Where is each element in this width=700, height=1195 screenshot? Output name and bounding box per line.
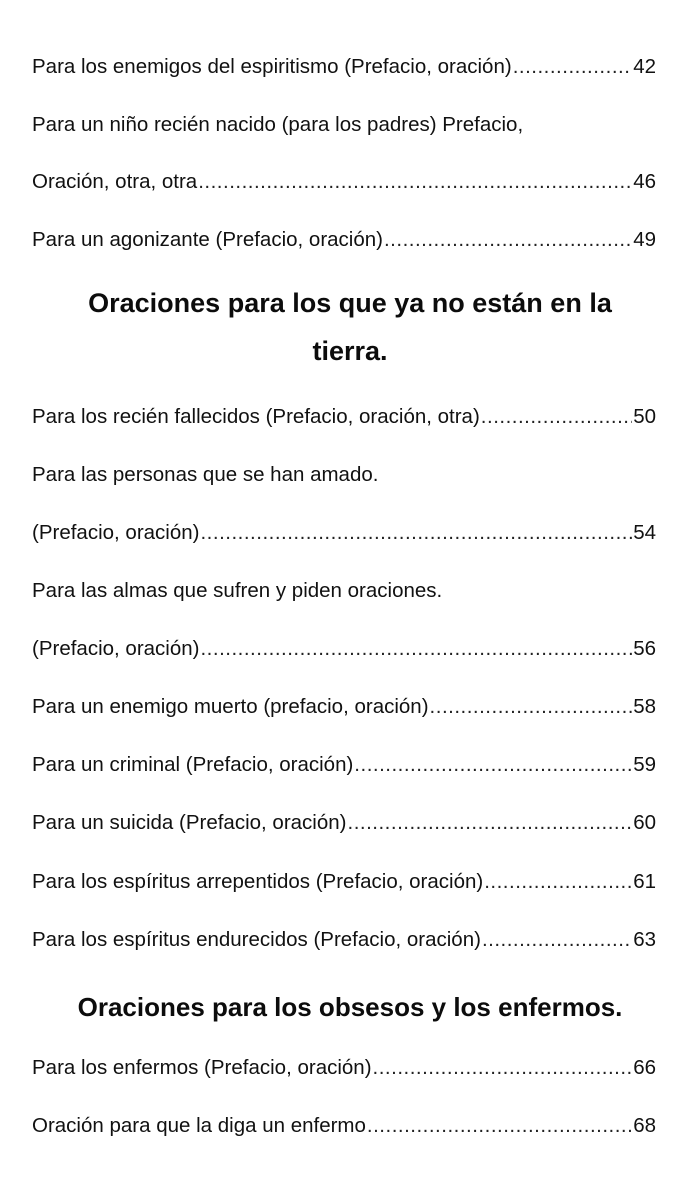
toc-entry-title: (Prefacio, oración) [32,637,200,660]
dot-leader [354,750,632,780]
dot-leader [482,925,632,955]
toc-entry [32,460,656,490]
toc-entry-page: 50 [633,405,656,428]
toc-entry-title: Para un suicida (Prefacio, oración) [32,811,347,834]
toc-entry-title: Para los enfermos (Prefacio, oración) [32,1056,372,1079]
dot-leader [200,634,632,664]
toc-entry [32,1053,656,1083]
toc-entry-title: Oración para que la diga un enfermo [32,1114,366,1137]
dot-leader [513,52,633,82]
toc-entry-page: 46 [633,170,656,193]
section-heading-continued: tierra. [312,336,388,366]
dot-leader [384,225,632,255]
toc-entry-title: Para las almas que sufren y piden oraciones. [32,579,443,602]
dot-leader [481,402,632,432]
dot-leader [484,867,632,897]
toc-entry [32,225,656,255]
toc-entry [32,1111,656,1141]
toc-entry [32,867,656,897]
toc-entry [32,692,656,722]
toc-entry-page: 54 [633,521,656,544]
toc-entry [32,52,656,82]
toc-entry-title: Oración, otra, otra [32,170,198,193]
section-heading: Oraciones para los que ya no están en la [88,288,612,318]
toc-entry-title: (Prefacio, oración) [32,521,200,544]
toc-entry [32,808,656,838]
toc-entry-page: 58 [633,695,656,718]
toc-entry [32,167,656,197]
toc-entry-title: Para un criminal (Prefacio, oración) [32,753,354,776]
toc-entry-title: Para los espíritus arrepentidos (Prefacio, oración) [32,870,484,893]
toc-entry-page: 61 [633,870,656,893]
toc-entry-title: Para las personas que se han amado. [32,463,379,486]
toc-entry-page: 59 [633,753,656,776]
toc-entry-title: Para un agonizante (Prefacio, oración) [32,228,383,251]
dot-leader [367,1111,632,1141]
dot-leader [198,167,632,197]
toc-entry [32,110,656,140]
toc-entry [32,518,656,548]
dot-leader [348,808,633,838]
toc-entry-page: 56 [633,637,656,660]
dot-leader [200,518,632,548]
toc-entry-title: Para un enemigo muerto (prefacio, oración) [32,695,429,718]
toc-entry-page: 49 [633,228,656,251]
toc-entry-title: Para un niño recién nacido (para los padres) Prefacio, [32,113,524,136]
dot-leader [373,1053,633,1083]
toc-entry-page: 68 [633,1114,656,1137]
toc-entry-page: 66 [633,1056,656,1079]
toc-entry [32,576,656,606]
toc-entry-page: 42 [633,55,656,78]
toc-entry [32,402,656,432]
toc-entry-title: Para los espíritus endurecidos (Prefacio, oración) [32,928,481,951]
section-heading: Oraciones para los obsesos y los enfermos. [77,992,623,1022]
toc-entry [32,925,656,955]
toc-entry [32,750,656,780]
dot-leader [430,692,633,722]
toc-entry-page: 63 [633,928,656,951]
toc-entry [32,634,656,664]
toc-entry-page: 60 [633,811,656,834]
toc-entry-title: Para los enemigos del espiritismo (Prefacio, oración) [32,55,512,78]
toc-entry-title: Para los recién fallecidos (Prefacio, oración, otra) [32,405,480,428]
